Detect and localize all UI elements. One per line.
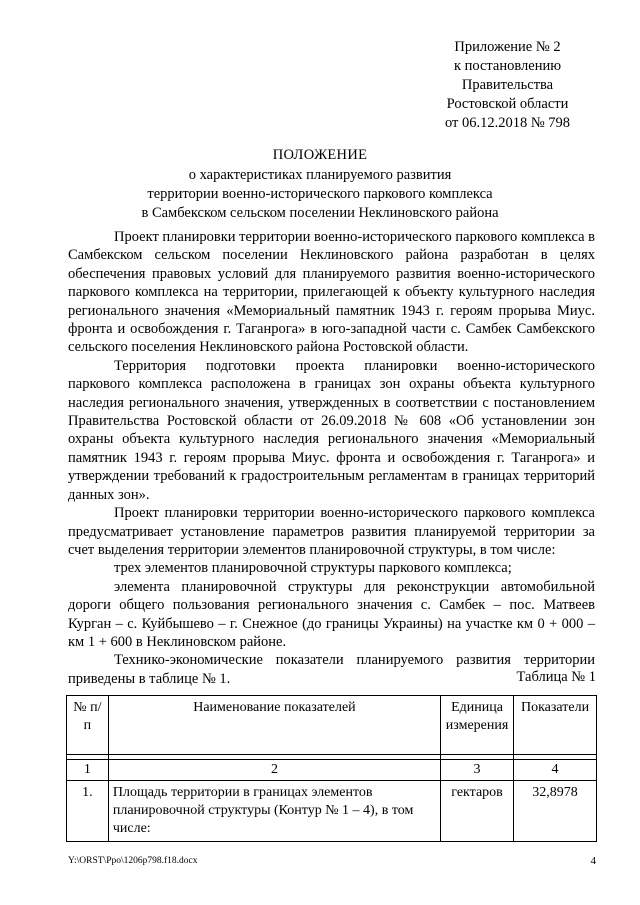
column-number: 1 (67, 760, 109, 781)
annex-line: к постановлению (453, 58, 562, 74)
footer-file-path: Y:\ORST\Ppo\1206p798.f18.docx (68, 856, 198, 866)
paragraph: Проект планировки территории военно-исторического паркового комплекса в Самбекском сельском поселении Неклиновского района разработан в целях обеспечения правовых условий для планируемого развития военно-исторического паркового комплекса на территории, прилегающей к объекту культурного наследия регионального значения «Мемориальный памятник 1943 г. героям прорыва Миус. фронта и освобождения г. Таганрога» в юго-западной части с. Самбек Самбекского сельского поселения Неклиновского района Ростовской области. (68, 229, 595, 356)
annex-line: Ростовской области (446, 96, 569, 112)
subtitle-line: о характеристиках планируемого развития (188, 167, 452, 183)
page-number: 4 (590, 855, 596, 867)
table-column-numbers-row (67, 760, 597, 781)
row-number-cell: 1. (67, 781, 109, 842)
column-number: 2 (108, 760, 440, 781)
header-cell-unit: Единица измерения (441, 696, 514, 755)
row-unit-cell: гектаров (441, 781, 514, 842)
table-header-row (67, 696, 597, 755)
subtitle-line: территории военно-исторического паркового комплекса (147, 186, 493, 202)
document-body (68, 228, 595, 688)
column-number: 3 (441, 760, 514, 781)
table-row (67, 781, 597, 842)
paragraph: Технико-экономические показатели планируемого развития территории приведены в таблице № 1. (68, 652, 595, 687)
annex-block (420, 38, 595, 133)
annex-line: от 06.12.2018 № 798 (444, 115, 571, 131)
list-item: элемента планировочной структуры для реконструкции автомобильной дороги общего пользования регионального значения с. Самбек – пос. Матвеев Курган – с. Куйбышево – г. Снежное (до границы Украины) на участке км 0 + 000 – км 1 + 600 в Неклиновском районе. (68, 578, 595, 650)
paragraph: Территория подготовки проекта планировки военно-исторического паркового комплекса расположена в границах зон охраны объекта культурного наследия регионального значения, утвержденных в соответствии с постановлением Правительства Ростовской области от 26.09.2018 № 608 «Об установлении зон охраны объекта культурного наследия регионального значения «Мемориальный памятник 1943 г. героям прорыва Миус. фронта и освобождения г. Таганрога» и утверждении требований к градостроительным регламентам в границах территорий данных зон». (68, 357, 595, 503)
header-cell-value: Показатели (514, 696, 597, 755)
document-subtitle (100, 166, 540, 223)
list-item: трех элементов планировочной структуры паркового комплекса; (114, 560, 512, 577)
row-value-cell: 32,8978 (514, 781, 597, 842)
header-cell-number: № п/п (67, 696, 109, 755)
column-number: 4 (514, 760, 597, 781)
annex-line: Приложение № 2 (454, 39, 561, 55)
paragraph: Проект планировки территории военно-исторического паркового комплекса предусматривает установление параметров развития планируемой территории за счет выделения территории элементов планировочной структуры, в том числе: (68, 505, 595, 558)
table-caption: Таблица № 1 (516, 669, 596, 685)
header-cell-name: Наименование показателей (108, 696, 440, 755)
subtitle-line: в Самбекском сельском поселении Неклиновского района (141, 205, 499, 221)
annex-line: Правительства (461, 77, 554, 93)
row-name-cell: Площадь территории в границах элементов планировочной структуры (Контур № 1 – 4), в том числе: (108, 781, 440, 842)
document-title: ПОЛОЖЕНИЕ (272, 147, 368, 163)
indicators-table (66, 695, 597, 842)
